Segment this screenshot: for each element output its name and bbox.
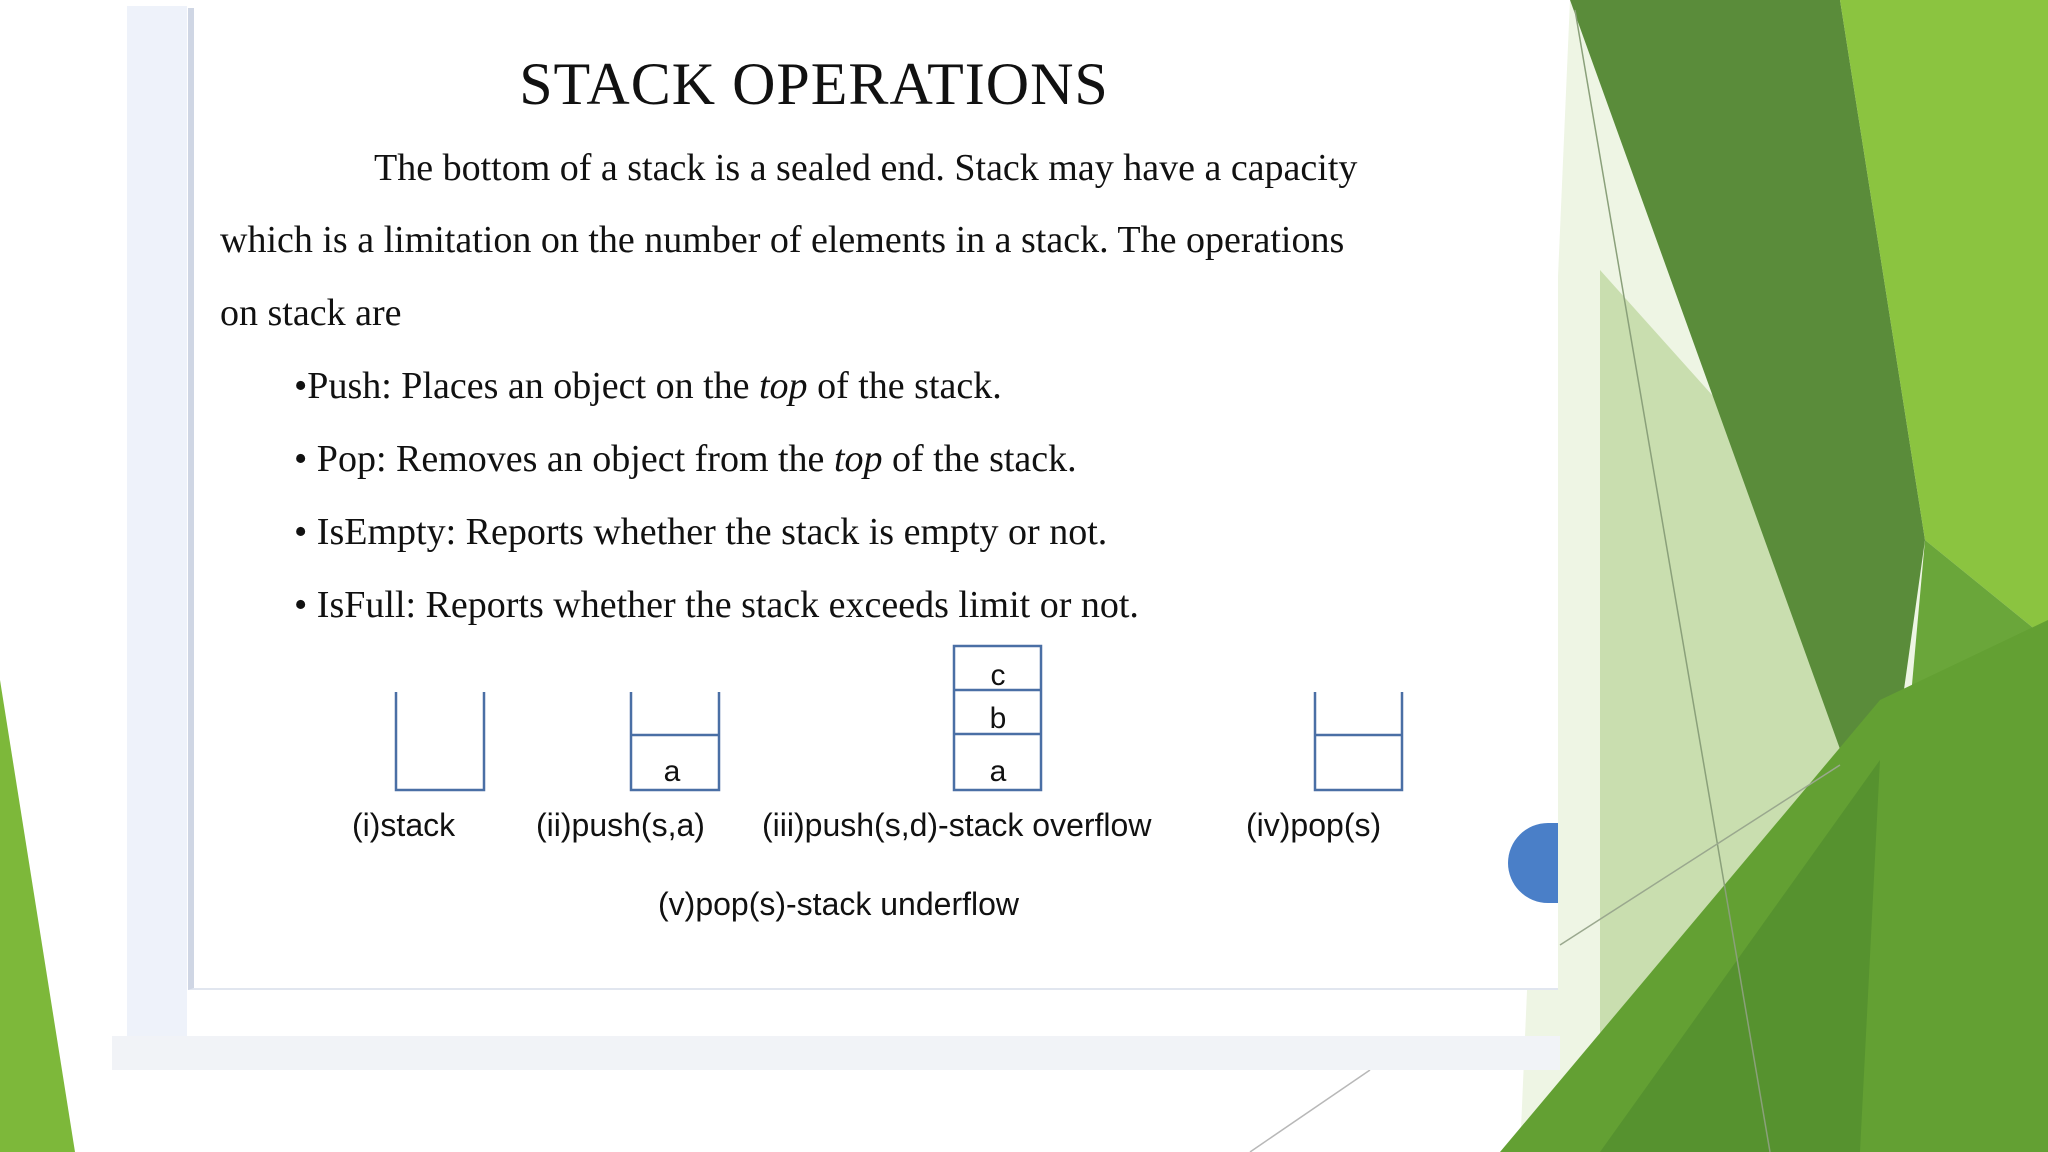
caption-stack: (i)stack <box>352 807 456 843</box>
paragraph-line-2: which is a limitation on the number of elements in a stack. The operations <box>220 219 1345 261</box>
slide-card <box>188 8 1558 990</box>
left-green-sliver <box>0 680 75 1152</box>
bullet-pop-suffix: of the stack. <box>882 438 1077 480</box>
screen-frame-bottom <box>112 1036 1560 1070</box>
stack-iii-cell-a: a <box>989 755 1007 788</box>
bullet-isfull-text: • IsFull: Reports whether the stack exceeds limit or not. <box>294 584 1139 626</box>
caption-pop: (iv)pop(s) <box>1246 807 1382 843</box>
bullet-push-em: top <box>759 365 808 407</box>
bullet-isempty-text: • IsEmpty: Reports whether the stack is empty or not. <box>294 511 1108 553</box>
screen-frame-left <box>127 6 187 1036</box>
caption-push-overflow: (iii)push(s,d)-stack overflow <box>762 807 1152 843</box>
paragraph-line-3: on stack are <box>220 292 402 334</box>
paragraph-line-1: The bottom of a stack is a sealed end. Stack may have a capacity <box>374 147 1358 189</box>
bullet-pop-text: • Pop: Removes an object from the <box>294 438 834 480</box>
stack-iii-cell-c: c <box>990 659 1006 692</box>
stack-iii-cell-b: b <box>989 702 1007 735</box>
stack-ii-cell-a: a <box>663 755 681 788</box>
stack-pop <box>1315 692 1402 790</box>
slide-title: STACK OPERATIONS <box>519 51 1109 117</box>
bullet-push-text: •Push: Places an object on the <box>294 365 759 407</box>
caption-underflow: (v)pop(s)-stack underflow <box>658 886 1019 922</box>
bullet-push-suffix: of the stack. <box>807 365 1002 407</box>
caption-push-a: (ii)push(s,a) <box>536 807 705 843</box>
stack-empty <box>396 692 484 790</box>
thin-line-3 <box>1250 1070 1370 1152</box>
bullet-pop-em: top <box>833 438 883 480</box>
